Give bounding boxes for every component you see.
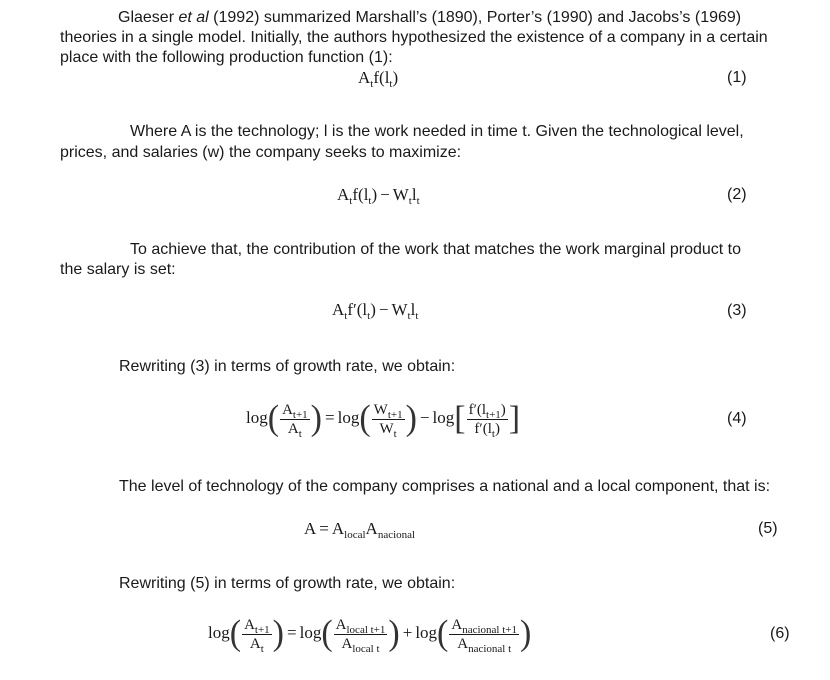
equation-number-4: (4) xyxy=(727,410,747,427)
equation-number-5: (5) xyxy=(758,520,778,537)
equation-number-2: (2) xyxy=(727,186,747,203)
equation-5: $A = A_{local}A_{nacional}$ xyxy=(304,519,416,541)
fraction-a-ratio: $\frac{A_{t+1}}{A_t}$ xyxy=(282,401,308,440)
fraction-w-ratio: $\frac{W_{t+1}}{W_t}$ xyxy=(373,401,403,440)
equation-3: $A_tf'(l_t) - W_tl_t$ xyxy=(332,300,419,322)
text-glaeser: Glaeser xyxy=(118,9,179,26)
paragraph-6: Rewriting (5) in terms of growth rate, we obtain: xyxy=(119,575,456,592)
equation-1: $A_tf(l_t)$ xyxy=(358,68,399,90)
paragraph-2-line-1: Where A is the technology; l is the work needed in time t. Given the technological level, xyxy=(130,123,744,140)
equation-number-3: (3) xyxy=(727,302,747,319)
paragraph-2-line-2: prices, and salaries (w) the company seeks to maximize: xyxy=(60,144,462,161)
paragraph-3-line-1: To achieve that, the contribution of the work that matches the work marginal product to xyxy=(130,241,741,258)
text-summary: (1992) summarized Marshall’s (1890), Porter’s (1990) and Jacobs’s (1969) xyxy=(208,9,742,26)
paragraph-3-line-2: the salary is set: xyxy=(60,261,176,278)
equation-4: log( $\frac{A_{t+1}}{A_t}$ ) = log( $\frac{W_{t+1}}{W_t}$ ) − log[ $\frac{f'(l_{t+1})}{f'(l_t)}$ ] xyxy=(246,399,521,440)
paragraph-1-line-3: place with the following production function (1): xyxy=(60,49,393,66)
equation-2: $A_tf(l_t) - W_tl_t$ xyxy=(337,185,420,207)
paragraph-1-line-2: theories in a single model. Initially, the authors hypothesized the existence of a company in a certain xyxy=(60,29,768,46)
paragraph-1-line-1 xyxy=(118,8,741,28)
equation-number-6: (6) xyxy=(770,625,790,642)
fraction-a-ratio-6: $\frac{A_{t+1}}{A_t}$ xyxy=(244,616,270,655)
paragraph-5: The level of technology of the company comprises a national and a local component, that is: xyxy=(119,478,771,495)
equation-number-1: (1) xyxy=(727,69,747,86)
fraction-nacional-ratio: $\frac{A_{nacional t+1}}{A_{nacional t}}$ xyxy=(451,616,517,655)
equation-6: log( $\frac{A_{t+1}}{A_t}$ ) = log( $\frac{A_{local t+1}}{A_{local t}}$ ) + log( $\frac{A_{nacional t+1}}{A_{nacional t}}$ ) xyxy=(208,614,532,655)
fraction-fprime-ratio: $\frac{f'(l_{t+1})}{f'(l_t)}$ xyxy=(468,401,506,440)
text-et-al: et al xyxy=(178,9,209,26)
fraction-local-ratio: $\frac{A_{local t+1}}{A_{local t}}$ xyxy=(335,616,386,655)
paragraph-4: Rewriting (3) in terms of growth rate, we obtain: xyxy=(119,358,456,375)
